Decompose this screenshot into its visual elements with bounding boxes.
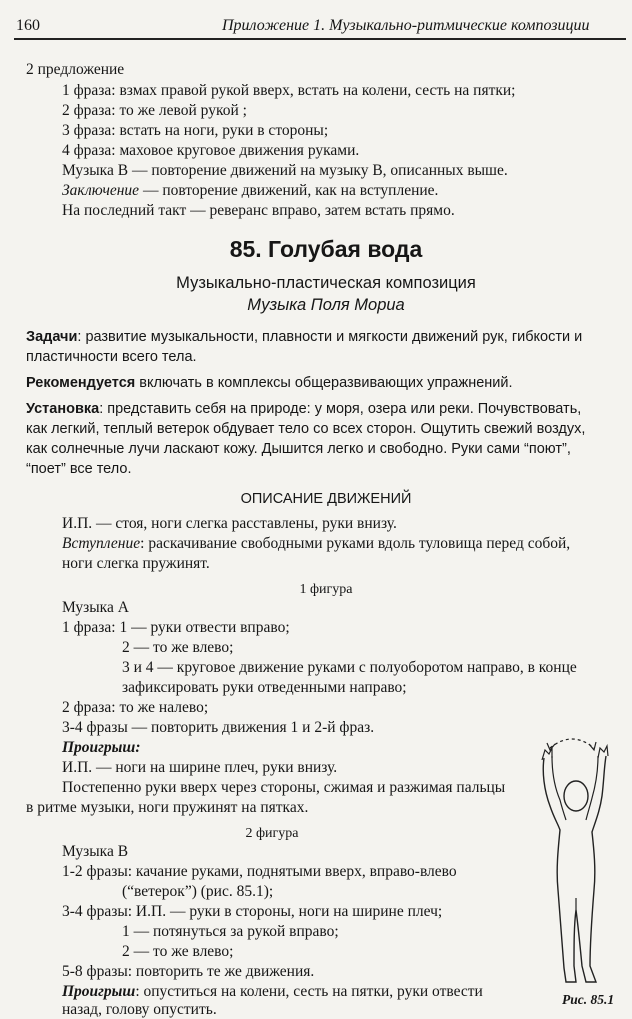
prev-line-3: 2 фраза: то же левой рукой ;	[62, 102, 247, 119]
setup-line-1: Установка: представить себя на природе: у моря, озера или реки. Почувствовать,	[26, 401, 582, 417]
f1-line-7: И.П. — ноги на ширине плеч, руки внизу.	[62, 759, 338, 776]
f1-line-4: зафиксировать руки отведенными направо;	[122, 679, 407, 696]
f2-line-6: 5-8 фразы: повторить те же движения.	[62, 963, 315, 980]
f1-line-1: 1 фраза: 1 — руки отвести вправо;	[62, 619, 290, 636]
description-heading: ОПИСАНИЕ ДВИЖЕНИЙ	[240, 491, 412, 507]
intro-line-2: ноги слегка пружинят.	[62, 555, 210, 572]
tasks-line-1: Задачи: развитие музыкальности, плавности и мягкости движений рук, гибкости и	[26, 329, 583, 345]
head	[564, 781, 588, 811]
figure1-heading: 1 фигура	[299, 582, 353, 597]
figure-caption: Рис. 85.1	[562, 992, 615, 1007]
f1-line-2: 2 — то же влево;	[122, 639, 234, 656]
section-music: Музыка Поля Мориа	[247, 296, 405, 314]
f1-line-3: 3 и 4 — круговое движение руками с полуоборотом направо, в конце	[122, 659, 577, 676]
header-rule	[14, 38, 626, 40]
prev-line-2: 1 фраза: взмах правой рукой вверх, встать на колени, сесть на пятки;	[62, 82, 516, 99]
body-outline	[543, 756, 606, 982]
f2-line-1: 1-2 фразы: качание руками, поднятыми вверх, вправо-влево	[62, 863, 457, 880]
motion-arc	[550, 739, 594, 748]
setup-line-2: как легкий, теплый ветерок обдувает тело со всех сторон. Ощутить свежий воздух,	[26, 421, 586, 437]
music-b: Музыка В	[62, 843, 129, 860]
f2-line-3: 3-4 фразы: И.П. — руки в стороны, ноги на ширине плеч;	[62, 903, 443, 920]
page-number: 160	[16, 17, 40, 34]
conclusion-label: Заключение	[62, 182, 140, 199]
f2-line-2: (“ветерок”) (рис. 85.1);	[122, 883, 274, 900]
section-subtitle: Музыкально-пластическая композиция	[176, 274, 476, 292]
f2-line-8: назад, голову опустить.	[62, 1001, 217, 1018]
prev-line-7: Заключение — повторение движений, как на вступление.	[62, 182, 439, 199]
f1-interlude-label: Проигрыш:	[62, 739, 141, 756]
f2-line-5: 2 — то же влево;	[122, 943, 234, 960]
f1-line-8: Постепенно руки вверх через стороны, сжимая и разжимая пальцы	[62, 779, 506, 796]
f1-line-9: в ритме музыки, ноги пружинят на пятках.	[26, 799, 309, 816]
prev-line-1: 2 предложение	[26, 61, 125, 78]
running-title: Приложение 1. Музыкально-ритмические композиции	[222, 17, 590, 34]
ip-line: И.П. — стоя, ноги слегка расставлены, руки внизу.	[62, 515, 397, 532]
standing-figure-icon	[520, 720, 620, 990]
prev-line-6: Музыка В — повторение движений на музыку В, описанных выше.	[62, 162, 508, 179]
prev-line-4: 3 фраза: встать на ноги, руки в стороны;	[62, 122, 329, 139]
music-a: Музыка А	[62, 599, 129, 616]
setup-line-3: как солнечные лучи ласкают кожу. Дышится легко и свободно. Руки сами “поют”,	[26, 441, 571, 457]
setup-line-4: “поет” все тело.	[26, 461, 132, 477]
prev-line-5: 4 фраза: маховое круговое движения руками.	[62, 142, 360, 159]
f2-line-7: Проигрыш: опуститься на колени, сесть на пятки, руки отвести	[62, 983, 483, 1000]
section-title: 85. Голубая вода	[229, 236, 423, 262]
f1-line-6: 3-4 фразы — повторить движения 1 и 2-й фраз.	[62, 719, 375, 736]
tasks-line-2: пластичности всего тела.	[26, 349, 197, 365]
f1-line-5: 2 фраза: то же налево;	[62, 699, 209, 716]
prev-line-8: На последний такт — реверанс вправо, затем встать прямо.	[62, 202, 455, 219]
recommend-line: Рекомендуется включать в комплексы общеразвивающих упражнений.	[26, 375, 513, 391]
f2-line-4: 1 — потянуться за рукой вправо;	[122, 923, 339, 940]
figure2-heading: 2 фигура	[245, 826, 299, 841]
intro-line-1: Вступление: раскачивание свободными руками вдоль туловища перед собой,	[62, 535, 571, 552]
